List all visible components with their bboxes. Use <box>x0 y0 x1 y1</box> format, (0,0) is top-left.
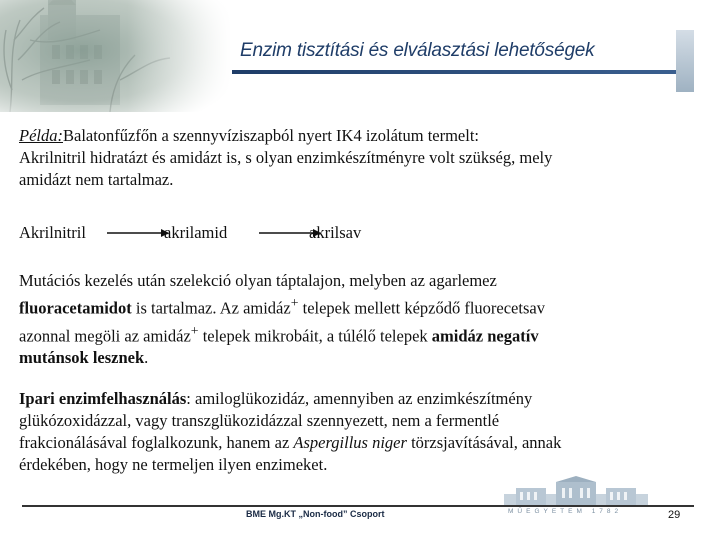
reaction-arrow-1-icon <box>107 227 169 239</box>
fluoracetamid-term: fluoracetamidot <box>19 298 132 318</box>
mutation-line3a: azonnal megöli az amidáz <box>19 326 191 345</box>
page-number: 29 <box>668 509 681 521</box>
aspergillus-niger-term: Aspergillus niger <box>293 433 407 452</box>
example-line3: amidázt nem tartalmaz. <box>19 170 174 189</box>
example-paragraph <box>19 125 699 191</box>
example-line2: Akrilnitril hidratázt és amidázt is, s olyan enzimkészítményre volt szükség, mely <box>19 148 553 167</box>
title-underline-bar <box>232 70 680 74</box>
reaction-intermediate: akrilamid <box>164 223 228 242</box>
header-building-photo <box>0 0 232 112</box>
footer-divider <box>22 505 694 507</box>
superscript-plus: + <box>290 295 299 310</box>
reaction-product: akrilsav <box>309 223 362 242</box>
mutants-term: mutánsok lesznek <box>19 348 145 367</box>
amidase-negative-term: amidáz negatív <box>431 326 539 345</box>
footer-group-name: BME Mg.KT „Non-food” Csoport <box>246 509 385 519</box>
industrial-paragraph <box>19 388 699 476</box>
mutation-line1: Mutációs kezelés után szelekció olyan táptalajon, melyben az agarlemez <box>19 271 497 290</box>
industrial-line2: glükózoxidázzal, vagy transzglükozidázzal szennyezett, nem a fermentlé <box>19 411 500 430</box>
logo-caption: MŰEGYETEM 1782 <box>508 508 623 515</box>
industrial-line3a: frakcionálásával foglalkozunk, hanem az <box>19 433 294 452</box>
slide-title: Enzim tisztítási és elválasztási lehetőségek <box>240 40 595 61</box>
superscript-plus: + <box>190 322 199 338</box>
industrial-use-term: Ipari enzimfelhasználás <box>19 389 187 408</box>
title-side-tab <box>676 30 694 92</box>
mutation-line4-end: . <box>144 348 149 367</box>
reaction-substrate: Akrilnitril <box>19 223 86 242</box>
mutation-line2b: telepek mellett képződő fluorecetsav <box>298 298 545 318</box>
example-label: Példa: <box>19 126 63 145</box>
industrial-line1: : amiloglükozidáz, amennyiben az enzimkészítmény <box>186 389 533 408</box>
industrial-line3b: törzsjavításával, annak <box>406 433 562 452</box>
mutation-line2a: is tartalmaz. Az amidáz <box>131 298 291 318</box>
industrial-line4: érdekében, hogy ne termeljen ilyen enzimeket. <box>19 455 328 474</box>
example-line1: Balatonfűzfőn a szennyvíziszapból nyert IK4 izolátum termelt: <box>62 126 480 145</box>
mutation-line3b: telepek mikrobáit, a túlélő telepek <box>198 326 432 345</box>
mutation-paragraph <box>19 270 699 369</box>
